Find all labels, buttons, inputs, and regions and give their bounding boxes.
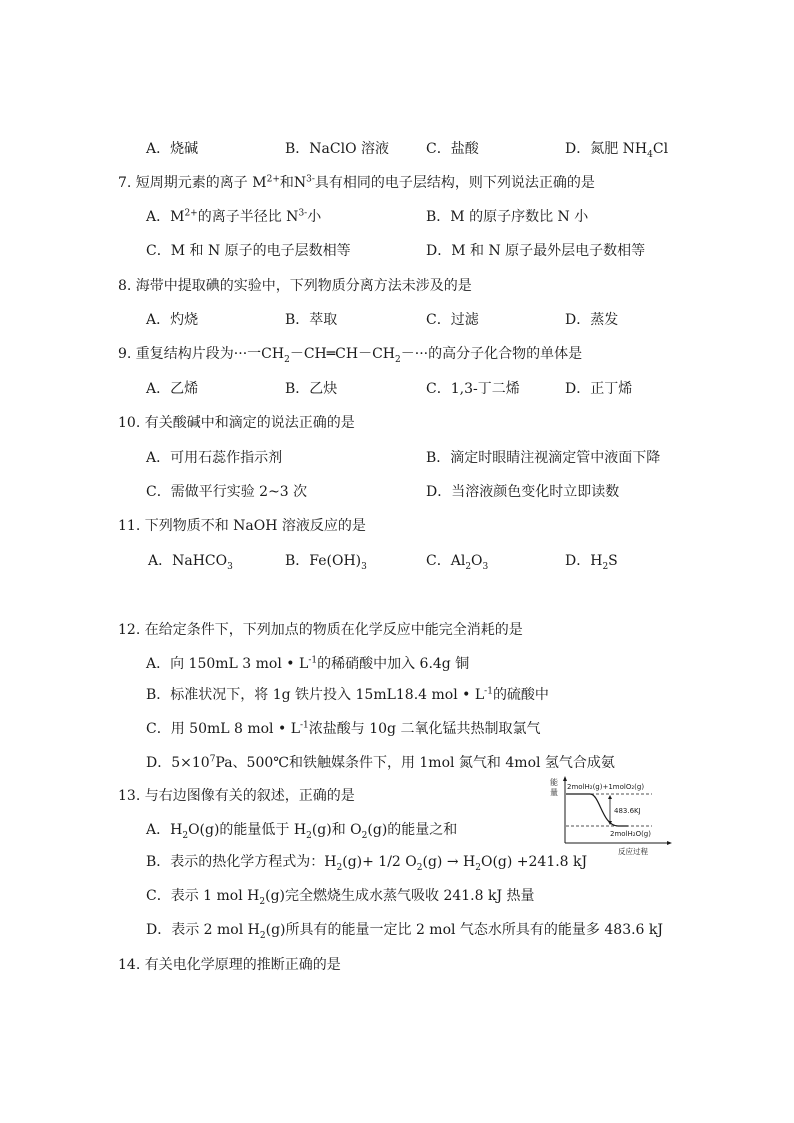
q12-option-d: D．$5\times 10^7Pa$、500℃和铁触媒条件下，用 1mol 氮气和 4mol 氢气合成氨 bbox=[146, 754, 615, 771]
q10-stem: 10. 有关酸碱中和滴定的说法正确的是 bbox=[118, 415, 355, 431]
q7-option-b: B．M 的原子序数比 N 小 bbox=[426, 209, 589, 225]
q7-stem: 7. 短周期元素的离子 $M^{2+}$和$N^{3-}$具有相同的电子层结构，则下列说法正确的是 bbox=[118, 174, 595, 191]
q13-option-b: B．表示的热化学方程式为：$H_2(g)+ 1/2$ $O_2(g) \to H_2O(g) +241.8$ kJ bbox=[146, 854, 588, 873]
q7-option-a: A．$M^{2+}$的离子半径比 $N^{3-}$小 bbox=[146, 208, 322, 225]
q12-option-b: B．标准状况下，将 1g 铁片投入 15mL18.4 mol • $L^{-1}$的硫酸中 bbox=[146, 686, 549, 703]
q7-option-c: C．M 和 N 原子的电子层数相等 bbox=[146, 243, 351, 259]
q10-option-b: B．滴定时眼睛注视滴定管中液面下降 bbox=[426, 450, 661, 466]
reactant-label: 2molH₂(g)+1molO₂(g) bbox=[567, 783, 645, 791]
y-axis-arrow bbox=[563, 776, 567, 781]
q11-stem: 11. 下列物质不和 NaOH 溶液反应的是 bbox=[118, 518, 366, 534]
q13-option-c: C．表示 1 mol $H_2(g)$完全燃烧生成水蒸气吸收 241.8 kJ 热量 bbox=[146, 888, 535, 907]
energy-diagram bbox=[548, 774, 673, 856]
q9-stem: 9. 重复结构片段为···一$CH_2-CH═CH-CH_2-\cdot\cdot\cdot$的高分子化合物的单体是 bbox=[118, 346, 583, 365]
x-axis-arrow bbox=[667, 841, 672, 845]
x-axis-label: 反应过程 bbox=[618, 847, 648, 856]
q11-option-b: B．$Fe(OH)_3$ bbox=[285, 553, 367, 572]
q6-option-a: A．烧碱 bbox=[146, 141, 199, 157]
y-axis-label-1: 能 bbox=[550, 778, 558, 787]
q12-option-c: C．用 50mL 8 mol • $L^{-1}$浓盐酸与 10g 二氧化锰共热制取氯气 bbox=[146, 720, 541, 737]
delta-label: 483.6KJ bbox=[614, 807, 641, 815]
q13-stem: 13. 与右边图像有关的叙述，正确的是 bbox=[118, 788, 355, 804]
product-label: 2molH₂O(g) bbox=[610, 830, 651, 838]
q9-option-b: B．乙炔 bbox=[285, 381, 338, 397]
delta-arrow-head-top bbox=[608, 795, 612, 799]
q12-stem: 12. 在给定条件下，下列加点的物质在化学反应中能完全消耗的是 bbox=[118, 622, 523, 638]
q11-option-a: A．NaHCO$_3$ bbox=[148, 553, 233, 572]
q10-option-d: D．当溶液颜色变化时立即读数 bbox=[426, 484, 620, 500]
q8-option-c: C．过滤 bbox=[426, 312, 479, 328]
q8-stem: 8. 海带中提取碘的实验中，下列物质分离方法未涉及的是 bbox=[118, 278, 472, 294]
q12-option-a: A．向 150mL 3 mol • $L^{-1}$的稀硝酸中加入 6.4g 铜 bbox=[146, 655, 470, 672]
q6-option-c: C．盐酸 bbox=[426, 141, 479, 157]
q14-stem: 14. 有关电化学原理的推断正确的是 bbox=[118, 957, 341, 973]
q9-option-d: D．正丁烯 bbox=[565, 381, 633, 397]
q6-option-b: B．NaClO 溶液 bbox=[285, 141, 390, 157]
q10-option-a: A．可用石蕊作指示剂 bbox=[146, 450, 283, 466]
q13-option-d: D．表示 2 mol $H_2(g)$所具有的能量一定比 2 mol 气态水所具有的能量多 483.6 kJ bbox=[146, 922, 664, 941]
y-axis-label-2: 量 bbox=[550, 788, 558, 797]
q8-option-d: D．蒸发 bbox=[565, 312, 619, 328]
q7-option-d: D．M 和 N 原子最外层电子数相等 bbox=[426, 243, 646, 259]
q11-option-c: C．$Al_2O_3$ bbox=[426, 553, 489, 572]
q8-option-b: B．萃取 bbox=[285, 312, 338, 328]
q6-option-d: D．氮肥 $NH_4Cl$ bbox=[565, 141, 669, 160]
q9-option-a: A．乙烯 bbox=[146, 381, 199, 397]
q10-option-c: C．需做平行实验 2~3 次 bbox=[146, 484, 308, 500]
q8-option-a: A．灼烧 bbox=[146, 312, 199, 328]
q13-option-a: A．$H_2O(g)$的能量低于 $H_2(g)$和 $O_2(g)$的能量之和 bbox=[146, 822, 458, 841]
q11-option-d: D．$H_2S$ bbox=[565, 553, 618, 572]
q9-option-c: C．1,3-丁二烯 bbox=[426, 381, 520, 397]
